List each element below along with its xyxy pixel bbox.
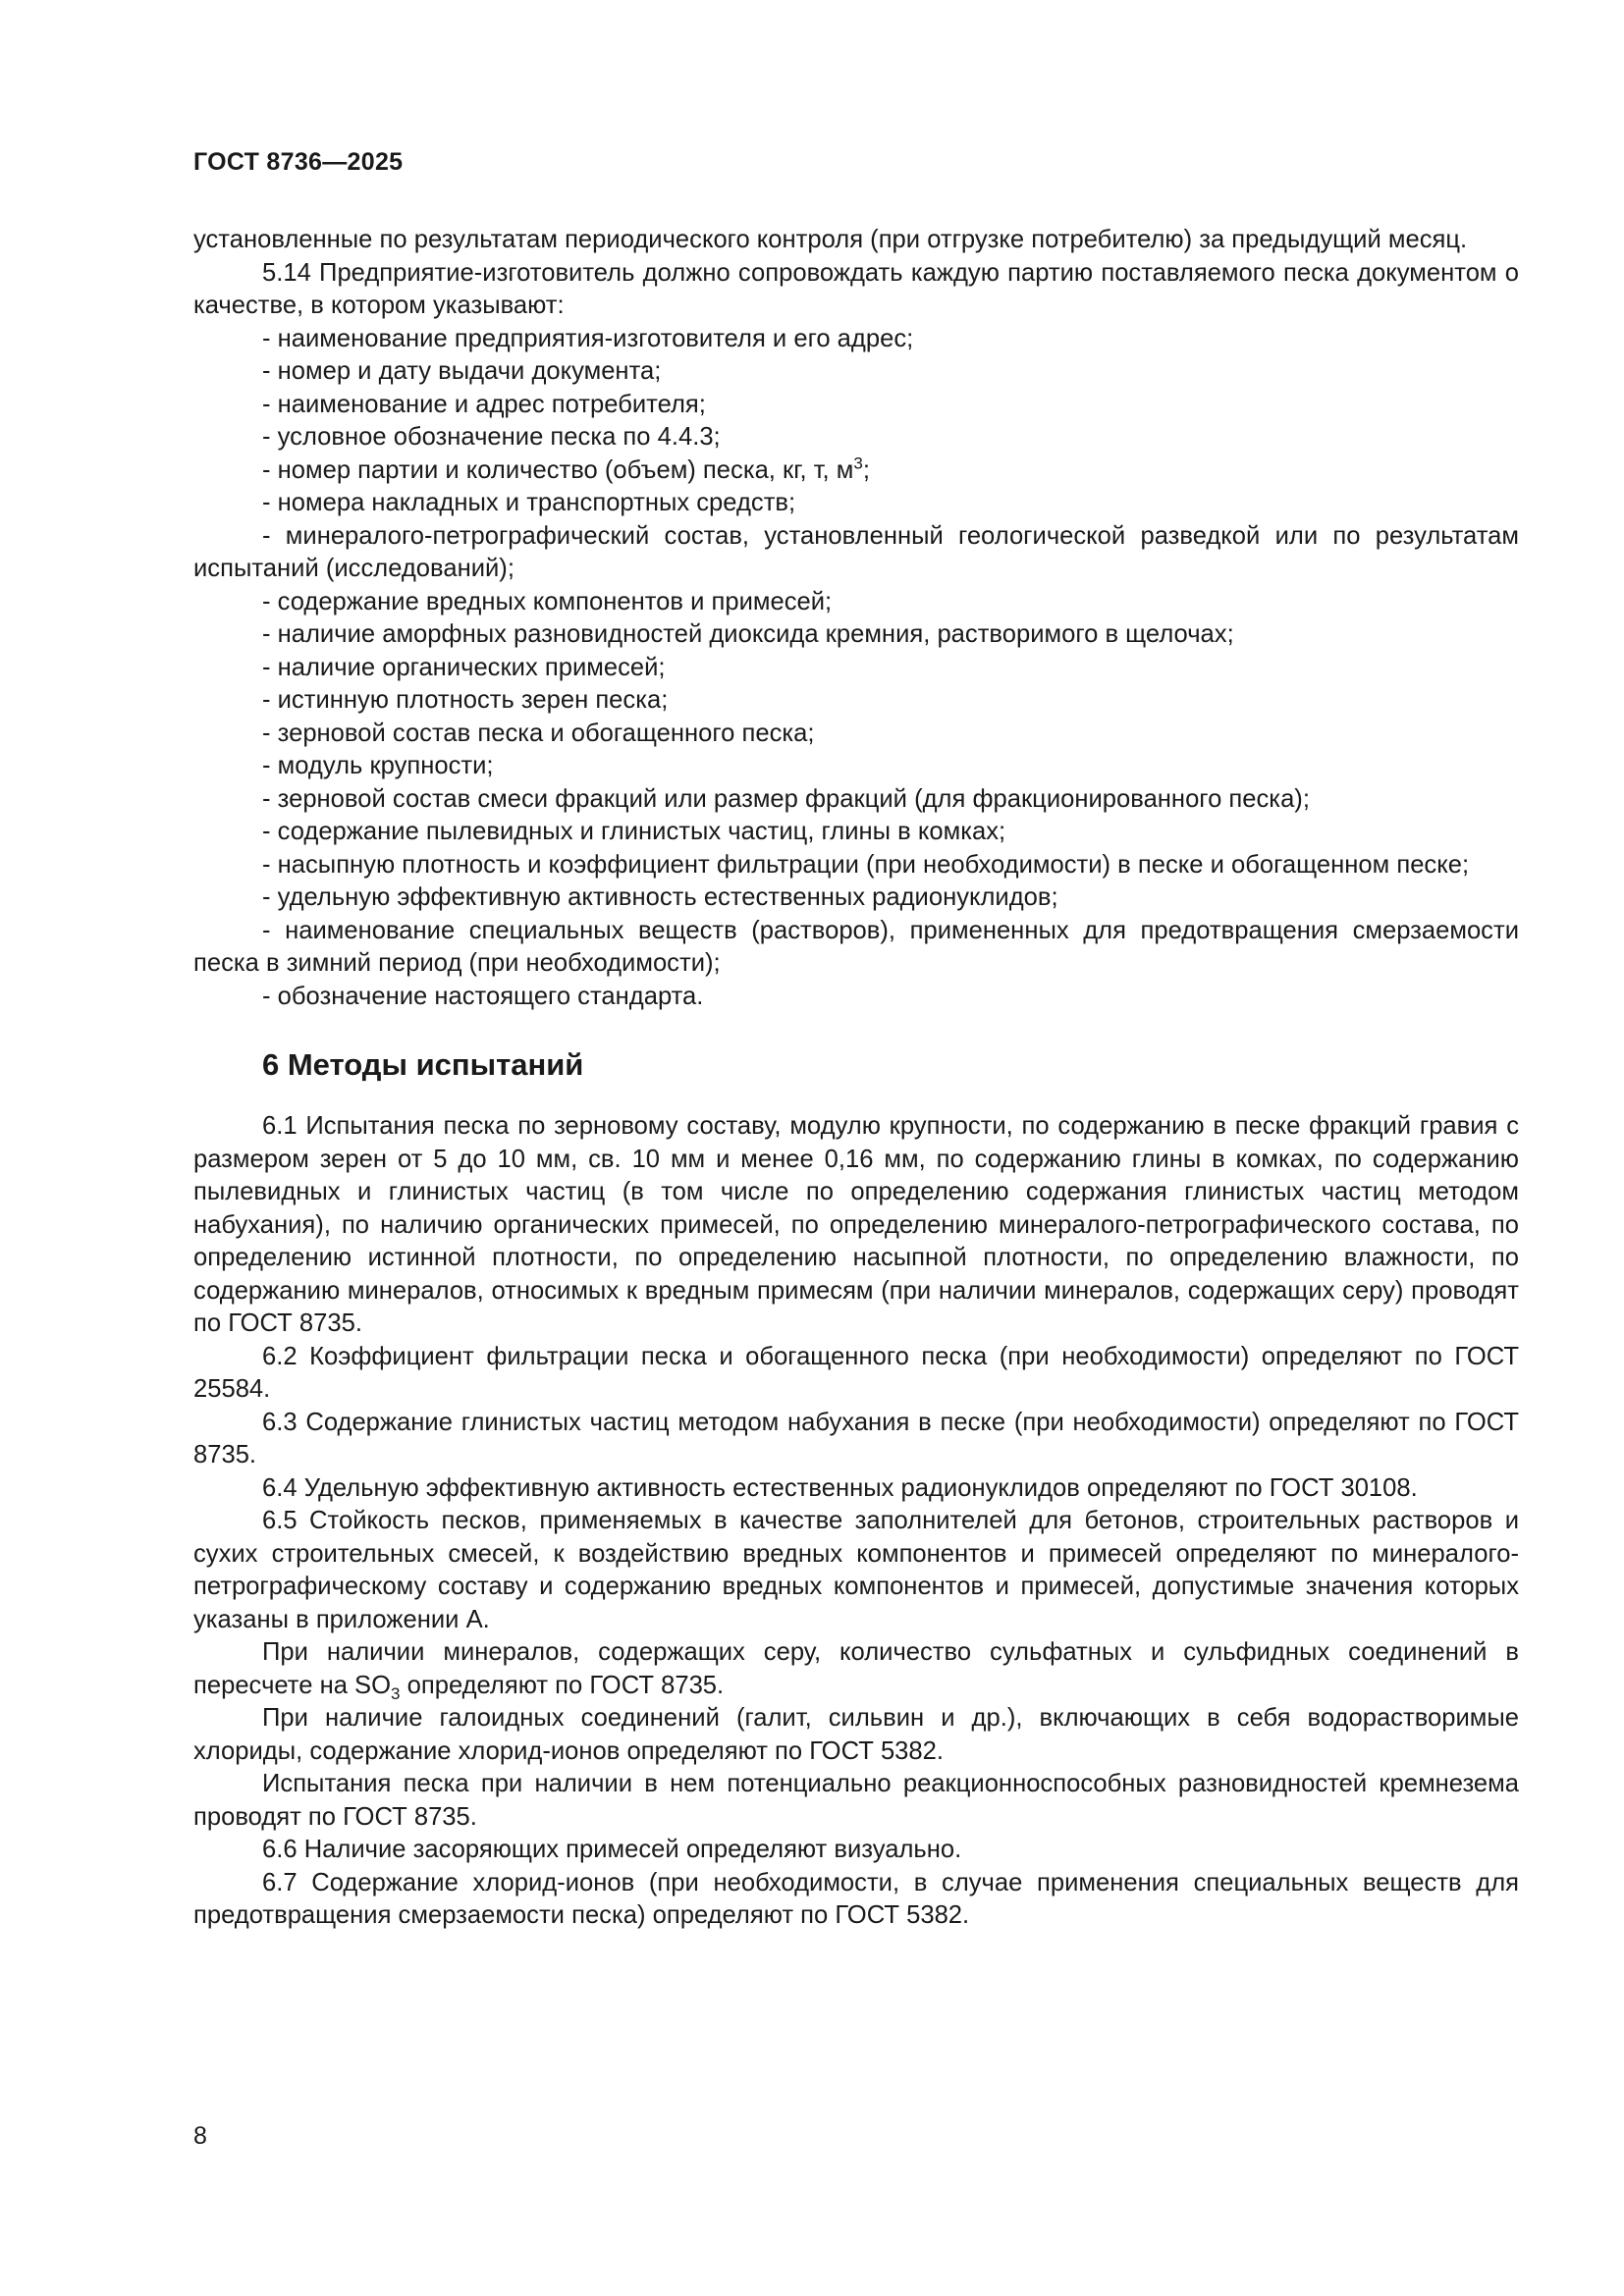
paragraph-6-5-silica: Испытания песка при наличии в нем потенциально реакционноспособных разновидностей кремнезема проводят по ГОСТ 8735. [193, 1770, 1519, 1831]
paragraph-6-5: 6.5 Стойкость песков, применяемых в качестве заполнителей для бетонов, строительных растворов и сухих строительных смесей, к воздействию вредных компонентов и примесей определяют по минералого-петрографическому составу и содержанию вредных компонентов и примесей, допустимые значения которых указаны в приложении А. [193, 1507, 1519, 1633]
paragraph-5-14: 5.14 Предприятие-изготовитель должно сопровождать каждую партию поставляемого песка документом о качестве, в котором указывают: [193, 258, 1519, 319]
list-item: - насыпную плотность и коэффициент фильтрации (при необходимости) в песке и обогащенном песке; [262, 850, 1470, 879]
list-item: - номера накладных и транспортных средств; [262, 489, 796, 516]
paragraph-6-5-so3 [193, 1636, 1519, 1702]
list-item: - зерновой состав смеси фракций или размер фракций (для фракционированного песка); [262, 784, 1310, 813]
paragraph-6-3: 6.3 Содержание глинистых частиц методом набухания в песке (при необходимости) определяют по ГОСТ 8735. [193, 1408, 1519, 1468]
list-item: - обозначение настоящего стандарта. [262, 982, 704, 1010]
list-item: - зерновой состав песка и обогащенного песка; [262, 719, 815, 747]
list-item-tail: ; [862, 455, 870, 484]
list-item: - номер и дату выдачи документа; [262, 357, 662, 385]
list-item: - наименование предприятия-изготовителя и его адрес; [262, 324, 914, 352]
list-item: - удельную эффективную активность естественных радионуклидов; [262, 883, 1058, 911]
paragraph-6-2: 6.2 Коэффициент фильтрации песка и обогащенного песка (при необходимости) определяют по ГОСТ 25584. [193, 1342, 1519, 1403]
list-item: - минералого-петрографический состав, установленный геологической разведкой или по результатам испытаний (исследований); [193, 521, 1519, 582]
list-item [193, 454, 1519, 488]
list-item: - условное обозначение песка по 4.4.3; [262, 423, 721, 451]
so3-text-end: определяют по ГОСТ 8735. [400, 1671, 725, 1699]
paragraph-6-1: 6.1 Испытания песка по зерновому составу, модулю крупности, по содержанию в песке фракций гравия с размером зерен от 5 до 10 мм, св. 10 мм и менее 0,16 мм, по содержанию глины в комках, по содержанию пылевидных и глинистых частиц (в том числе по определению содержания глинистых частиц методом набухания), по наличию органических примесей, по определению минералого-петрографического состава, по определению истинной плотности, по определению насыпной плотности, по определению влажности, по содержанию минералов, относимых к вредным примесям (при наличии минералов, содержащих серу) проводят по ГОСТ 8735. [193, 1112, 1519, 1337]
quality-document-list [193, 323, 1519, 1014]
list-item: - наименование специальных веществ (растворов), примененных для предотвращения смерзаемости песка в зимний период (при необходимости); [193, 916, 1519, 977]
page-number: 8 [193, 2122, 207, 2150]
paragraph-6-5-haloid: При наличие галоидных соединений (галит, сильвин и др.), включающих в себя водорастворимые хлориды, содержание хлорид-ионов определяют по ГОСТ 5382. [193, 1704, 1519, 1765]
paragraph-6-4: 6.4 Удельную эффективную активность естественных радионуклидов определяют по ГОСТ 30108. [262, 1473, 1418, 1502]
continuation-paragraph: установленные по результатам периодического контроля (при отгрузке потребителю) за предыдущий месяц. [193, 226, 1468, 253]
list-item: - наличие аморфных разновидностей диоксида кремния, растворимого в щелочах; [262, 620, 1234, 648]
list-item: - наименование и адрес потребителя; [262, 390, 706, 418]
section-6-title: 6 Методы испытаний [262, 1047, 584, 1082]
list-item: - содержание пылевидных и глинистых частиц, глины в комках; [262, 818, 1006, 845]
paragraph-6-7: 6.7 Содержание хлорид-ионов (при необходимости, в случае применения специальных веществ для предотвращения смерзаемости песка) определяют по ГОСТ 5382. [193, 1868, 1519, 1929]
list-item: - истинную плотность зерен песка; [262, 686, 669, 714]
page-body [193, 224, 1519, 1933]
list-item-text: - номер партии и количество (объем) песка, кг, т, м [262, 455, 854, 484]
subscript-3: 3 [391, 1683, 401, 1703]
document-header-title: ГОСТ 8736—2025 [193, 148, 404, 176]
list-item: - модуль крупности; [262, 752, 494, 779]
so3-text-start: При наличии минералов, содержащих серу, количество сульфатных и сульфидных соединений в пересчете на SO [193, 1638, 1519, 1699]
list-item: - содержание вредных компонентов и примесей; [262, 587, 833, 615]
superscript-3: 3 [853, 453, 863, 472]
paragraph-6-6: 6.6 Наличие засоряющих примесей определяют визуально. [262, 1836, 962, 1863]
list-item: - наличие органических примесей; [262, 653, 666, 681]
